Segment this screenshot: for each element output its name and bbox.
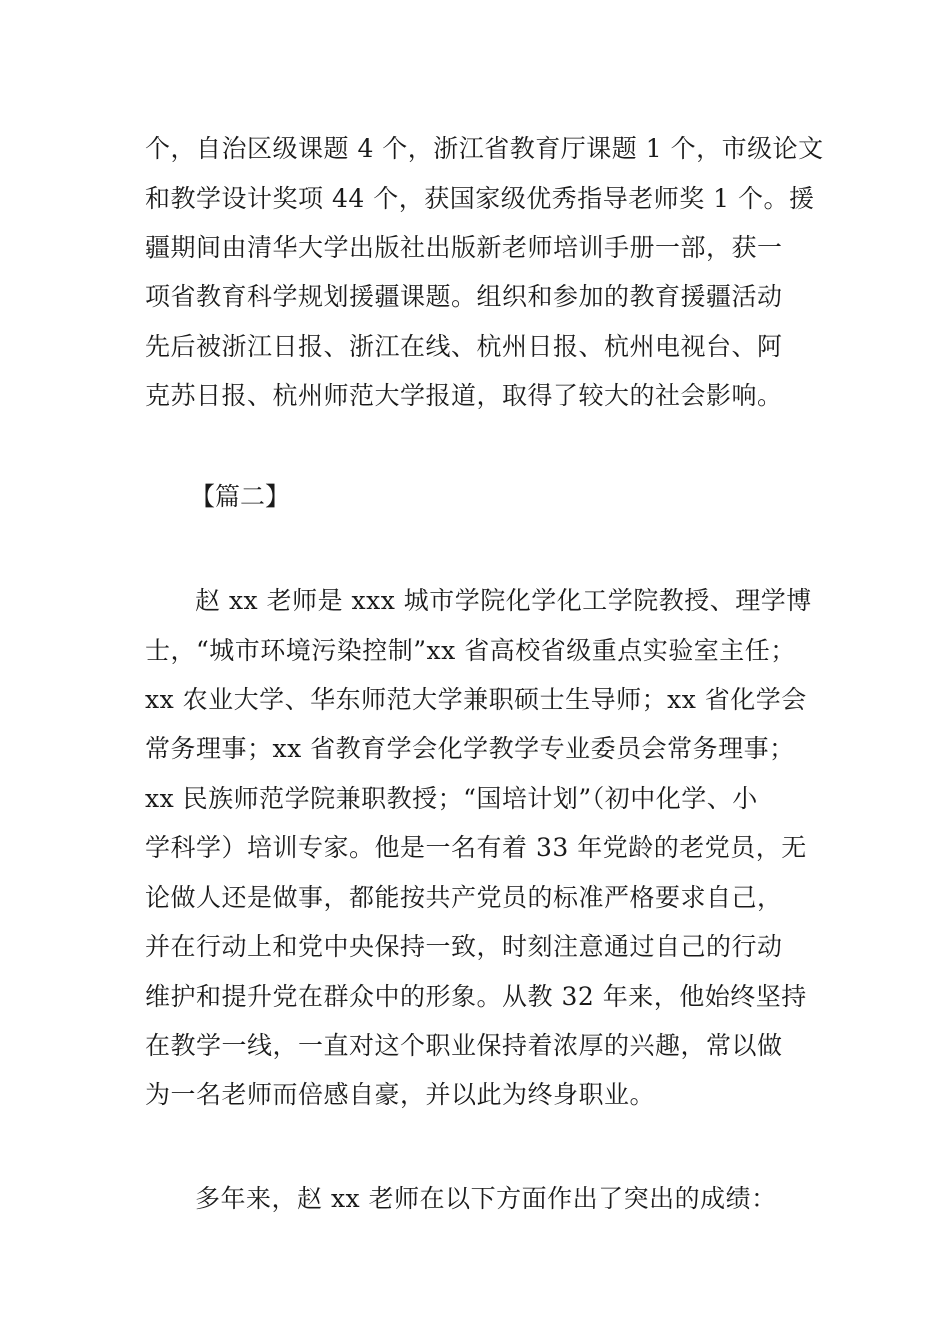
text-line: 学科学）培训专家。他是一名有着 33 年党龄的老党员，无 xyxy=(145,833,807,862)
text-line: 并在行动上和党中央保持一致，时刻注意通过自己的行动 xyxy=(145,932,783,961)
text-line: 克苏日报、杭州师范大学报道，取得了较大的社会影响。 xyxy=(145,381,783,410)
text-line: xx 农业大学、华东师范大学兼职硕士生导师；xx 省化学会 xyxy=(145,685,807,714)
text-line: 为一名老师而倍感自豪，并以此为终身职业。 xyxy=(145,1080,656,1109)
text-line: xx 民族师范学院兼职教授；“国培计划”（初中化学、小 xyxy=(145,784,758,813)
text-line: 个，自治区级课题 4 个，浙江省教育厅课题 1 个，市级论文 xyxy=(145,134,824,163)
text-line: 项省教育科学规划援疆课题。组织和参加的教育援疆活动 xyxy=(145,282,783,311)
text-line: 赵 xx 老师是 xxx 城市学院化学化工学院教授、理学博 xyxy=(195,586,812,615)
text-line: 论做人还是做事，都能按共产党员的标准严格要求自己， xyxy=(145,883,783,912)
text-line: 在教学一线，一直对这个职业保持着浓厚的兴趣，常以做 xyxy=(145,1031,783,1060)
text-line: 常务理事；xx 省教育学会化学教学专业委员会常务理事； xyxy=(145,734,795,763)
text-line: 士，“城市环境污染控制”xx 省高校省级重点实验室主任； xyxy=(145,636,796,665)
text-line: 和教学设计奖项 44 个，获国家级优秀指导老师奖 1 个。援 xyxy=(145,184,815,213)
text-line: 先后被浙江日报、浙江在线、杭州日报、杭州电视台、阿 xyxy=(145,332,783,361)
text-line: 维护和提升党在群众中的形象。从教 32 年来，他始终坚持 xyxy=(145,982,807,1011)
section-heading: 【篇二】 xyxy=(190,482,291,511)
text-line: 疆期间由清华大学出版社出版新老师培训手册一部，获一 xyxy=(145,233,783,262)
text-line: 多年来，赵 xx 老师在以下方面作出了突出的成绩： xyxy=(195,1184,777,1213)
